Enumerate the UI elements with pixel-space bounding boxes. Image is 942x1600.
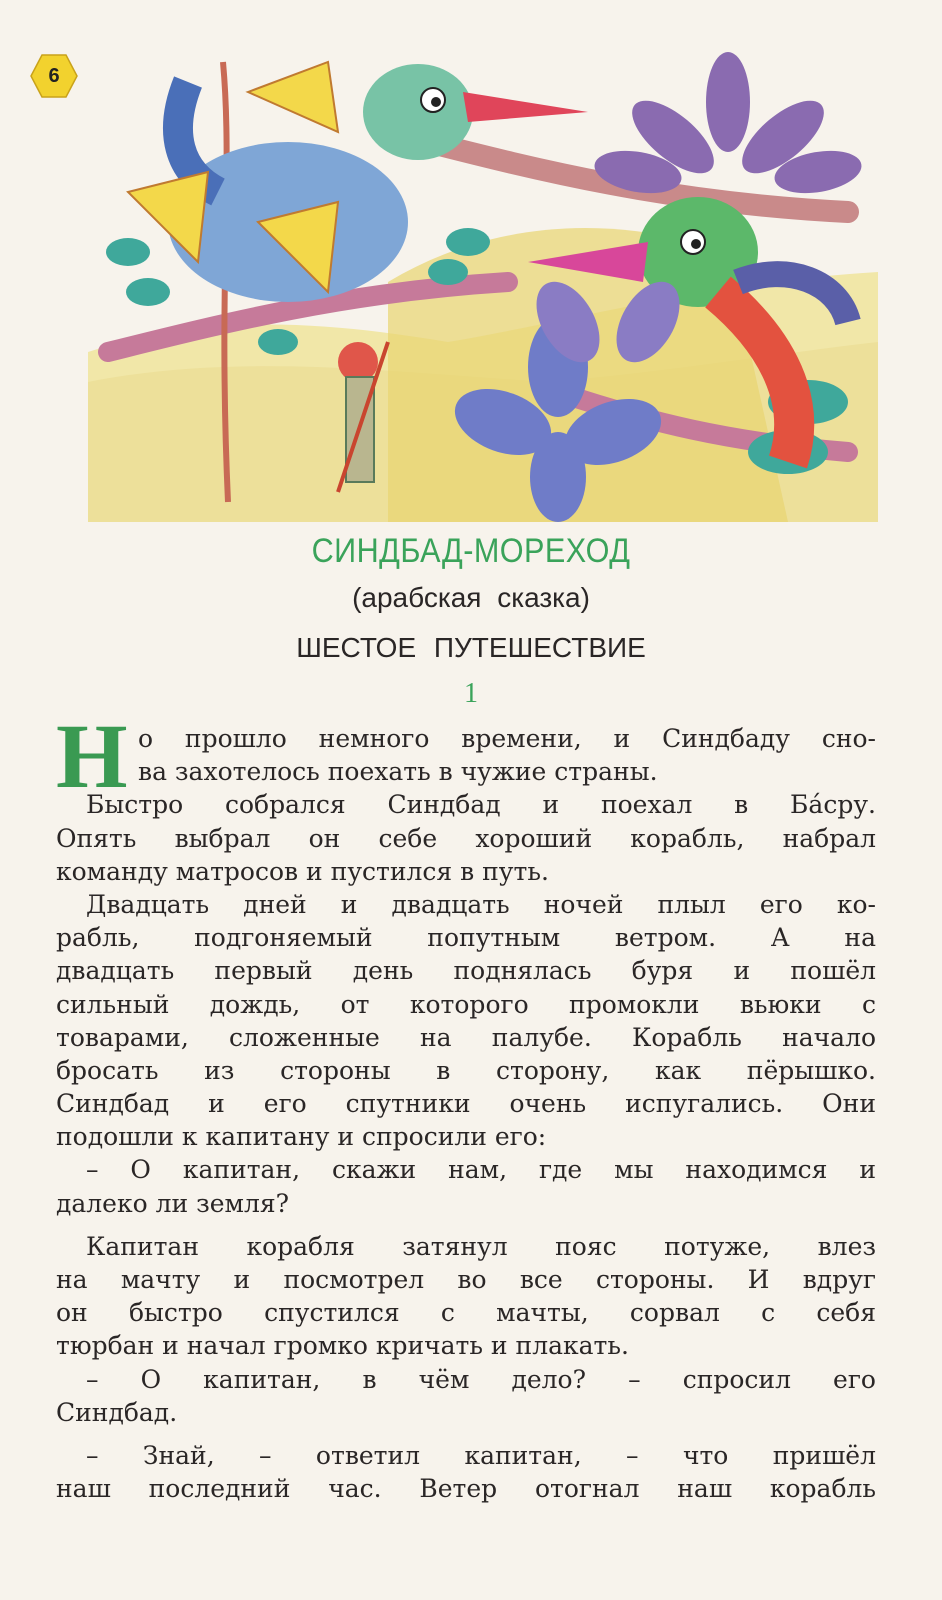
text-line: Капитан корабля затянул пояс потуже, влез	[86, 1231, 876, 1261]
text-line: Опять выбрал он себе хороший корабль, набрал	[56, 823, 876, 853]
chapter-number: 1	[464, 678, 478, 709]
text-line: товарами, сложенные на палубе. Корабль начало	[56, 1022, 876, 1052]
text-line: – О капитан, в чём дело? – спросил его	[86, 1364, 876, 1394]
drop-cap: Н	[56, 705, 128, 807]
text-line: команду матросов и пустился в путь.	[56, 856, 549, 886]
text-line: ва захотелось поехать в чужие страны.	[138, 757, 658, 787]
text-line: бросать из стороны в сторону, как пёрышко.	[56, 1055, 876, 1085]
section-heading: ШЕСТОЕ ПУТЕШЕСТВИЕ	[296, 632, 646, 663]
story-text	[56, 722, 876, 1505]
text-line: сильный дождь, от которого промокли вьюки с	[56, 989, 876, 1019]
page-number-badge	[30, 52, 78, 100]
text-line: наш последний час. Ветер отогнал наш корабль	[56, 1474, 876, 1504]
text-line: подошли к капитану и спросили его:	[56, 1122, 547, 1152]
text-line: Синдбад и его спутники очень испугались. Они	[56, 1089, 876, 1119]
text-line: на мачту и посмотрел во все стороны. И вдруг	[56, 1265, 876, 1294]
story-title: СИНДБАД-МОРЕХОД	[311, 532, 631, 570]
page-number: 6	[48, 65, 60, 87]
text-line: рабль, подгоняемый попутным ветром. А на	[56, 923, 876, 953]
sindbad-birds-illustration-icon	[88, 22, 878, 522]
text-line: Быстро собрался Синдбад и поехал в Ба́сру.	[86, 790, 876, 820]
text-line: двадцать первый день поднялась буря и пошёл	[56, 956, 876, 986]
text-line: Синдбад.	[56, 1397, 178, 1427]
text-line: Двадцать дней и двадцать ночей плыл его ко-	[86, 889, 876, 919]
text-line: он быстро спустился с мачты, сорвал с себя	[56, 1298, 876, 1328]
text-line: о прошло немного времени, и Синдбаду сно-	[138, 724, 876, 753]
text-line: тюрбан и начал громко кричать и плакать.	[56, 1331, 629, 1361]
story-subtitle: (арабская сказка)	[352, 582, 590, 613]
text-line: далеко ли земля?	[56, 1188, 290, 1218]
text-line: – О капитан, скажи нам, где мы находимся и	[86, 1155, 876, 1185]
sindbad-birds-illustration	[88, 22, 878, 522]
text-line: – Знай, – ответил капитан, – что пришёл	[86, 1440, 876, 1470]
